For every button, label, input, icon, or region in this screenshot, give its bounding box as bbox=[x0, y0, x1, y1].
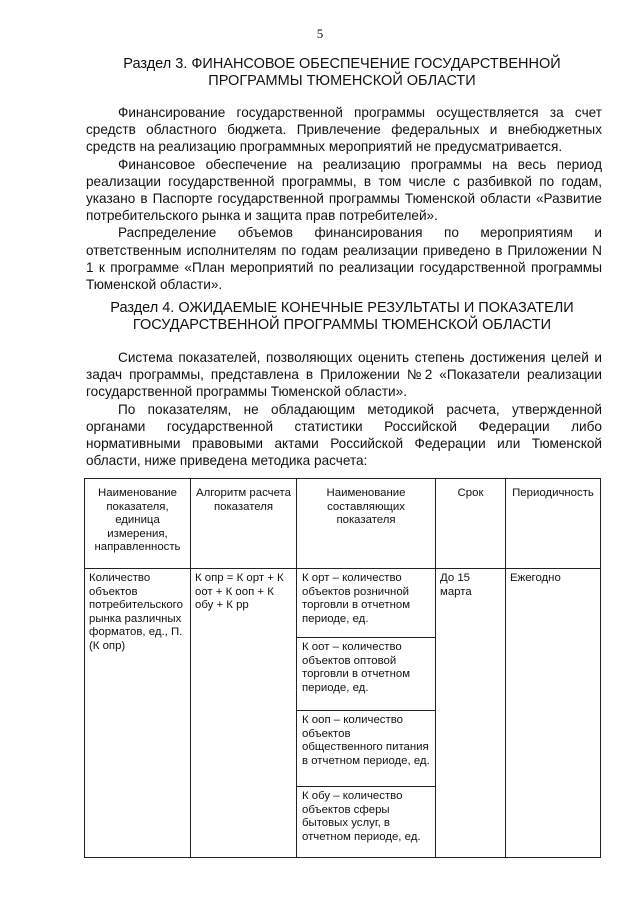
header-indicator-name: Наименование показателя, единица измерения, направленность bbox=[85, 479, 191, 569]
section-4-title: Раздел 4. ОЖИДАЕМЫЕ КОНЕЧНЫЕ РЕЗУЛЬТАТЫ И ПОКАЗАТЕЛИ ГОСУДАРСТВЕННОЙ ПРОГРАММЫ ТЮМЕНСКОЙ ОБЛАСТИ bbox=[110, 300, 574, 333]
header-components: Наименование составляющих показателя bbox=[297, 479, 436, 569]
table-header-row bbox=[85, 479, 601, 569]
section-3-title: Раздел 3. ФИНАНСОВОЕ ОБЕСПЕЧЕНИЕ ГОСУДАРСТВЕННОЙ ПРОГРАММЫ ТЮМЕНСКОЙ ОБЛАСТИ bbox=[123, 56, 561, 89]
component-item: К орт – количество объектов розничной торговли в отчетном периоде, ед. bbox=[297, 569, 435, 638]
section-3-paragraph-2: Финансовое обеспечение на реализацию программы на весь период реализации государственной программы, в том числе с разбивкой по годам, указано в Паспорте государственной программы Тюменской области «Развитие потребительского рынка и защита прав потребителей». bbox=[86, 156, 602, 224]
cell-algorithm: К опр = К орт + К оот + К ооп + К обу + К рр bbox=[191, 569, 297, 858]
section-4-paragraph-1: Система показателей, позволяющих оценить степень достижения целей и задач программы, представлена в Приложении №2 «Показатели реализации государственной программы Тюменской области». bbox=[86, 350, 602, 400]
section-4-body bbox=[86, 349, 602, 469]
component-item: К ооп – количество объектов общественного питания в отчетном периоде, ед. bbox=[297, 711, 435, 787]
header-periodicity: Периодичность bbox=[506, 479, 601, 569]
header-term: Срок bbox=[436, 479, 506, 569]
section-3-paragraph-3: Распределение объемов финансирования по мероприятиям и ответственным исполнителям по годам реализации приведено в Приложении N 1 к программе «План мероприятий по реализации государственной программы Тюменской области». bbox=[86, 225, 602, 293]
section-3-paragraph-1: Финансирование государственной программы осуществляется за счет средств областного бюджета. Привлечение федеральных и внебюджетных средств на реализацию программных мероприятий не предусматривается. bbox=[86, 105, 602, 155]
section-4-paragraph-2: По показателям, не обладающим методикой расчета, утвержденной органами государственной статистики Российской Федерации либо нормативными правовыми актами Российской Федерации или Тюменской области, ниже приведена методика расчета: bbox=[86, 401, 602, 469]
cell-periodicity: Ежегодно bbox=[506, 569, 601, 858]
cell-components bbox=[297, 569, 436, 858]
section-3-body bbox=[86, 104, 602, 293]
cell-term: До 15 марта bbox=[436, 569, 506, 858]
table-row bbox=[85, 569, 601, 858]
component-item: К оот – количество объектов оптовой торговли в отчетном периоде, ед. bbox=[297, 638, 435, 711]
header-algorithm: Алгоритм расчета показателя bbox=[191, 479, 297, 569]
calculation-method-table bbox=[84, 478, 601, 858]
page-number: 5 bbox=[316, 26, 324, 41]
cell-indicator-name: Количество объектов потребительского рынка различных форматов, ед., П. (К опр) bbox=[85, 569, 191, 858]
component-item: К обу – количество объектов сферы бытовых услуг, в отчетном периоде, ед. bbox=[302, 790, 421, 843]
